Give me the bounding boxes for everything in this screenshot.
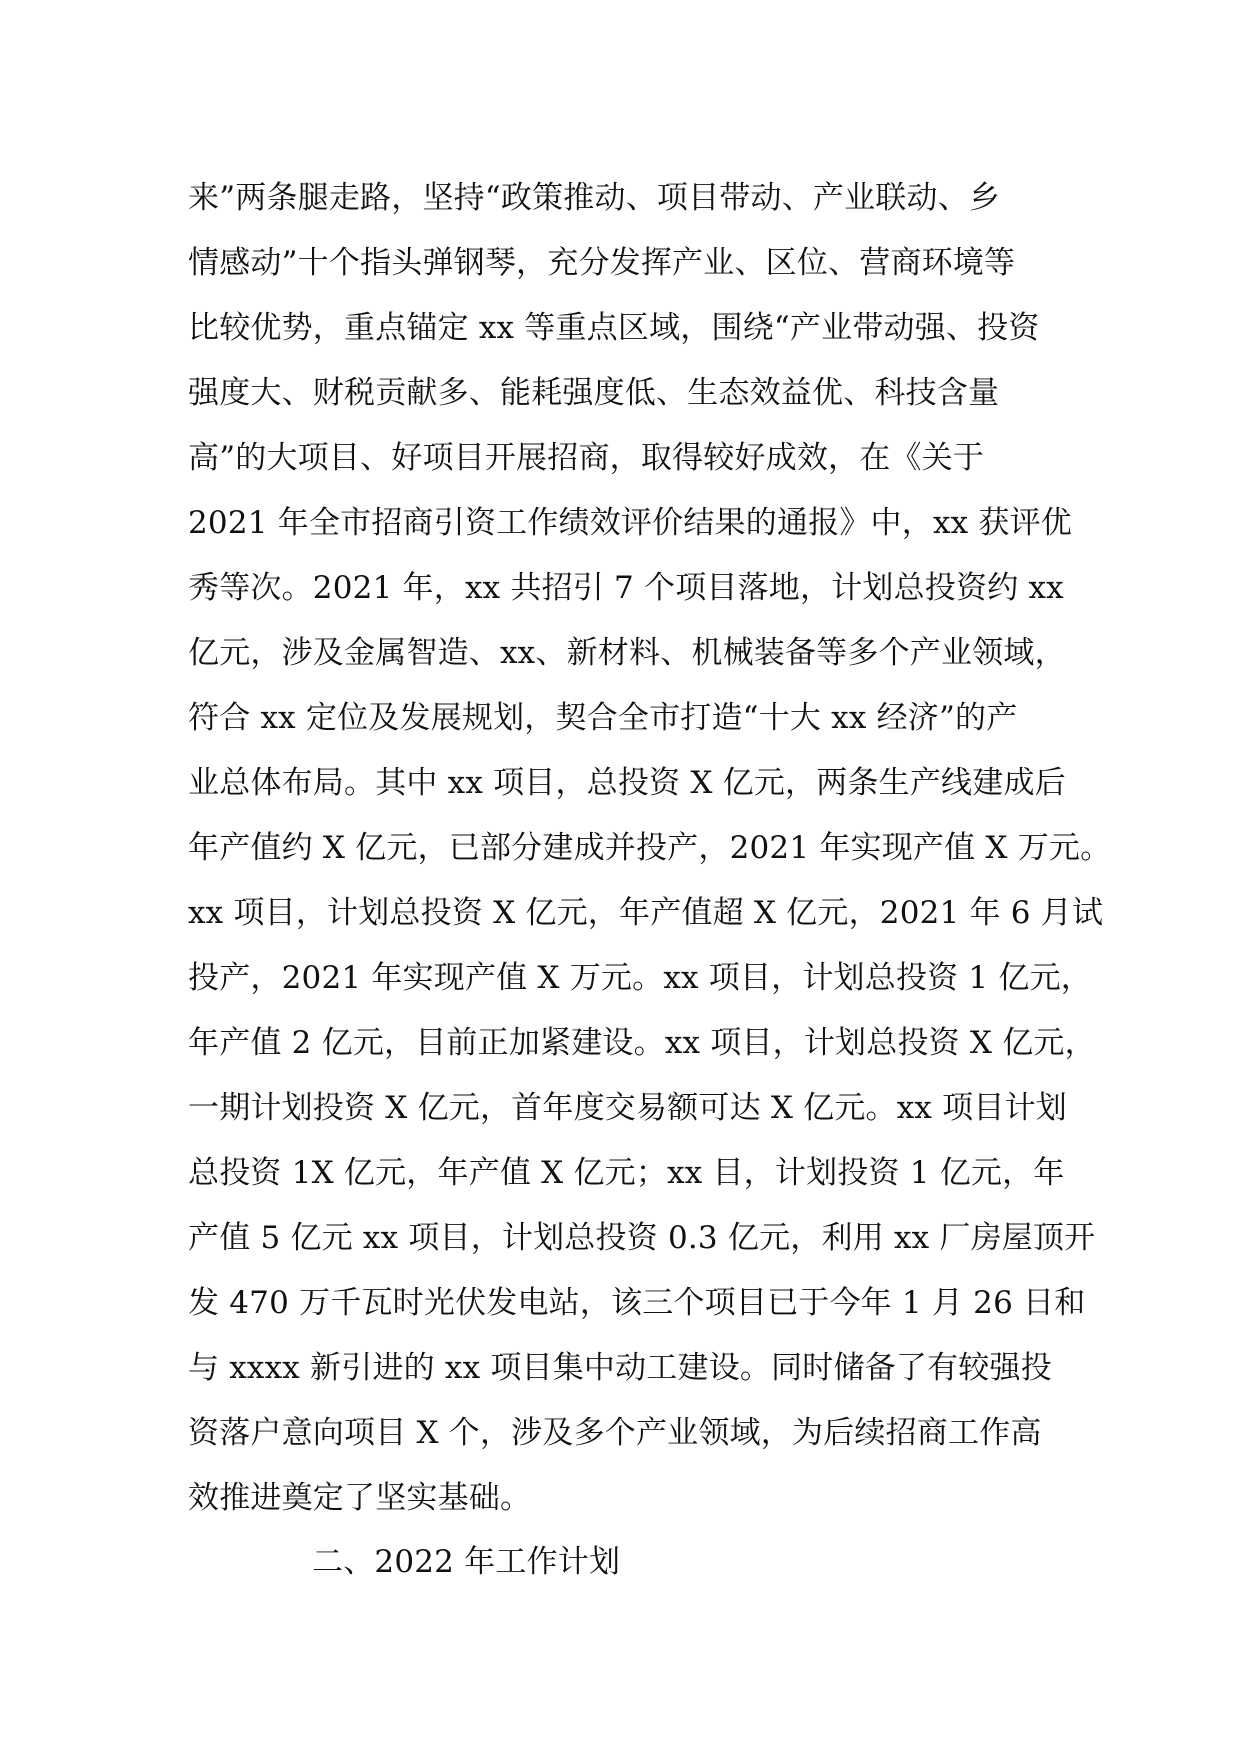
paragraph-line: 高”的大项目、好项目开展招商，取得较好成效，在《关于 <box>188 440 985 476</box>
paragraph-line: 符合 xx 定位及发展规划，契合全市打造“十大 xx 经济”的产 <box>188 700 1018 736</box>
paragraph-line: 资落户意向项目 X 个，涉及多个产业领域，为后续招商工作高 <box>188 1415 1042 1451</box>
paragraph-line: 产值 5 亿元 xx 项目，计划总投资 0.3 亿元，利用 xx 厂房屋顶开 <box>188 1220 1096 1256</box>
paragraph-line: 亿元，涉及金属智造、xx、新材料、机械装备等多个产业领域， <box>188 635 1066 671</box>
paragraph-line: 情感动”十个指头弹钢琴，充分发挥产业、区位、营商环境等 <box>188 245 1016 281</box>
body-paragraph <box>188 166 1112 1531</box>
paragraph-line: 投产，2021 年实现产值 X 万元。xx 项目，计划总投资 1 亿元， <box>188 960 1092 996</box>
paragraph-line: xx 项目，计划总投资 X 亿元，年产值超 X 亿元，2021 年 6 月试 <box>188 895 1104 931</box>
paragraph-line: 效推进奠定了坚实基础。 <box>188 1480 532 1516</box>
paragraph-line: 一期计划投资 X 亿元，首年度交易额可达 X 亿元。xx 项目计划 <box>188 1090 1067 1126</box>
paragraph-line: 比较优势，重点锚定 xx 等重点区域，围绕“产业带动强、投资 <box>188 310 1040 346</box>
paragraph-line: 年产值 2 亿元，目前正加紧建设。xx 项目，计划总投资 X 亿元， <box>188 1025 1096 1061</box>
paragraph-line: 发 470 万千瓦时光伏发电站，该三个项目已于今年 1 月 26 日和 <box>188 1285 1086 1321</box>
paragraph-line: 来”两条腿走路，坚持“政策推动、项目带动、产业联动、乡 <box>188 180 1001 216</box>
section-heading: 二、2022 年工作计划 <box>312 1544 621 1580</box>
paragraph-line: 业总体布局。其中 xx 项目，总投资 X 亿元，两条生产线建成后 <box>188 765 1066 801</box>
paragraph-line: 与 xxxx 新引进的 xx 项目集中动工建设。同时储备了有较强投 <box>188 1350 1052 1386</box>
paragraph-line: 总投资 1X 亿元，年产值 X 亿元；xx 目，计划投资 1 亿元，年 <box>188 1155 1065 1191</box>
paragraph-line: 强度大、财税贡献多、能耗强度低、生态效益优、科技含量 <box>188 375 1000 411</box>
paragraph-line: 秀等次。2021 年，xx 共招引 7 个项目落地，计划总投资约 xx <box>188 570 1064 606</box>
paragraph-line: 2021 年全市招商引资工作绩效评价结果的通报》中，xx 获评优 <box>188 505 1072 541</box>
paragraph-line: 年产值约 X 亿元，已部分建成并投产，2021 年实现产值 X 万元。 <box>188 830 1112 866</box>
